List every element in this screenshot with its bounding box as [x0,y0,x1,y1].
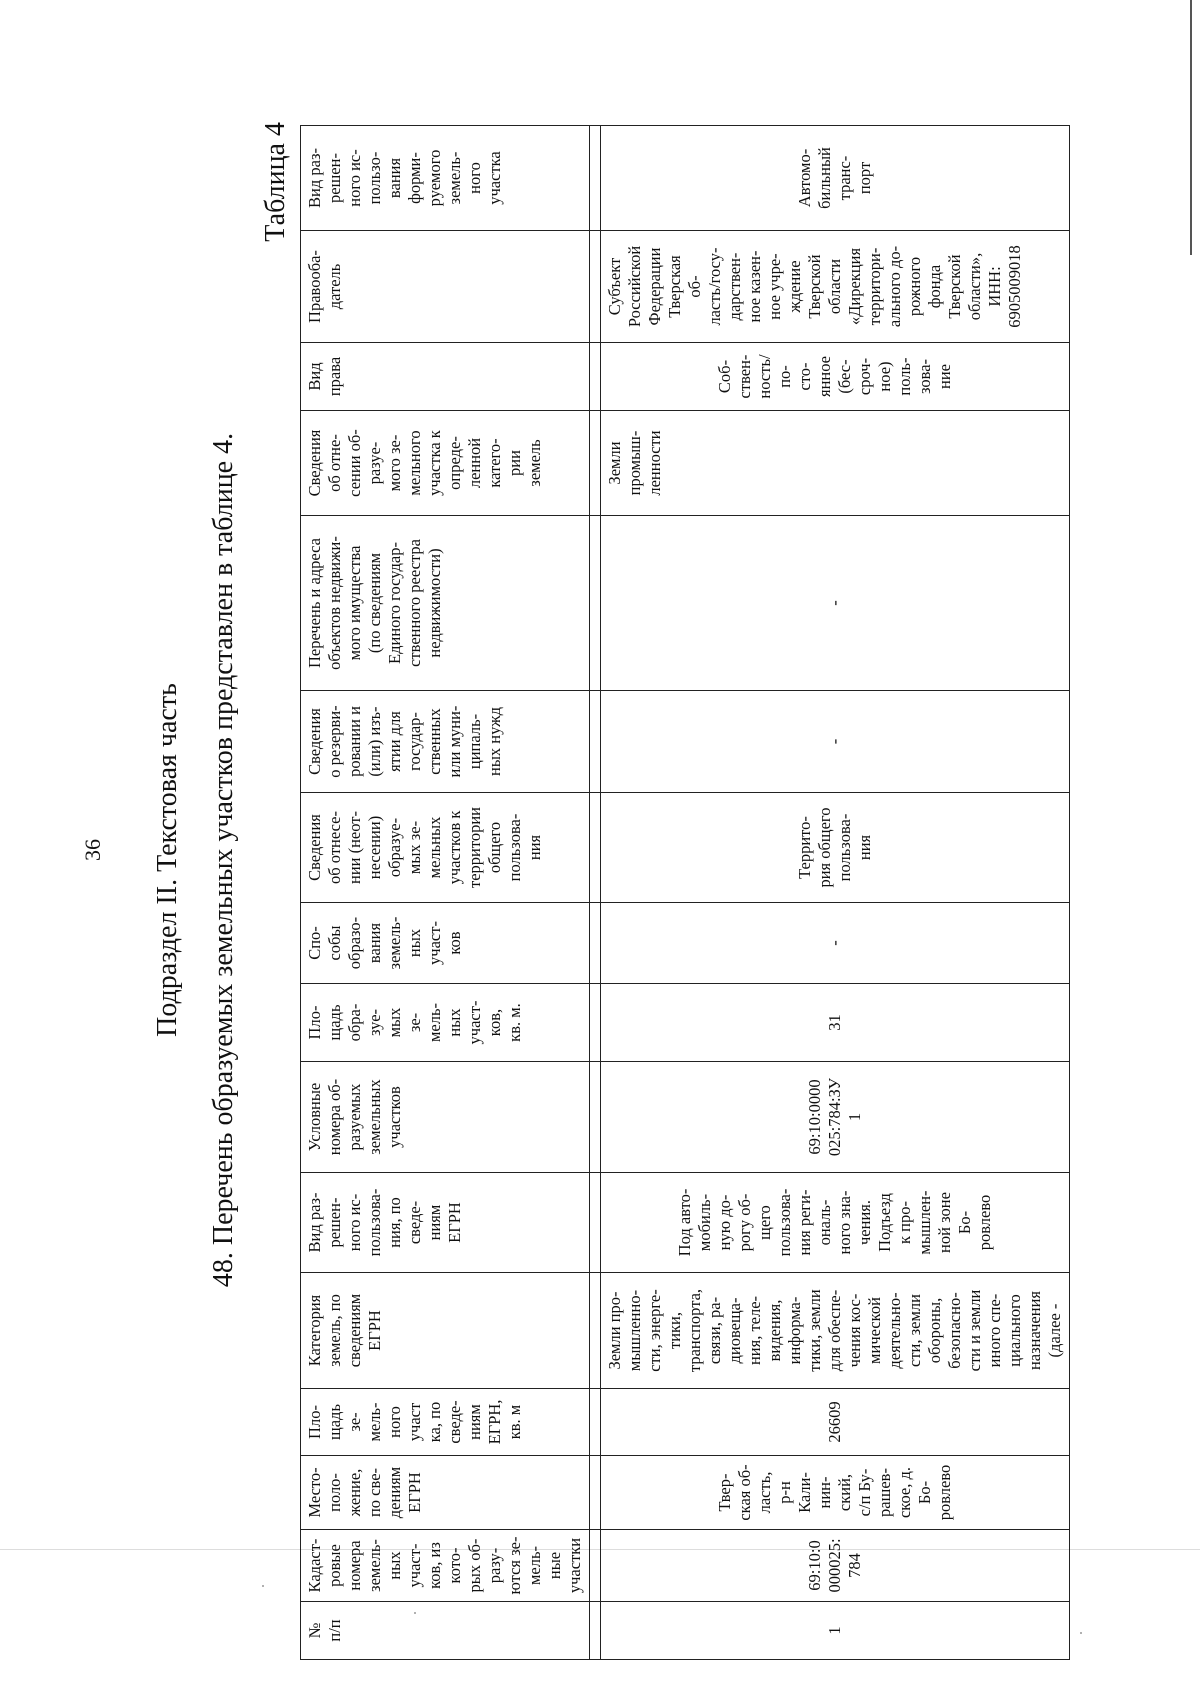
cell-right-type: Соб- ствен- ность/ по- сто- янное (бес- сроч- ное) поль- зова- ние [601,343,1070,411]
cell-real-estate-objects: - [601,516,1070,691]
page-number: 36 [80,839,105,861]
table-spacer-row [590,126,601,1660]
header-land-category: Категория земель, по сведениям ЕГРН [301,1273,590,1389]
table-header-row [301,126,590,1660]
header-conditional-numbers: Условные номера об- разуемых земельных участков [301,1062,590,1173]
header-number: № п/п [301,1602,590,1660]
cell-formation-methods: - [601,903,1070,984]
header-formed-permitted-use: Вид раз- решен- ного ис- пользо- вания форми- руемого земель- ного участка [301,126,590,231]
header-formed-area: Пло- щадь обра- зуе- мых зе- мель- ных участ- ков, кв. м. [301,984,590,1062]
cell-number: 1 [601,1602,1070,1660]
table-row [601,126,1070,1660]
cell-land-category: Земли про- мышленно- сти, энерге- тики, транспорта, связи, ра- диовеща- ния, теле- видения, информа- тики, земли для обеспе- чения кос- мической деятельно- сти, земли обороны, безопасно- сти и земли иного спе- циального назначения (далее - [601,1273,1070,1389]
header-source-area: Пло- щадь зе- мель- ного участ ка, по сведе- ниям ЕГРН, кв. м [301,1389,590,1456]
cell-right-holder: Субъект Российской Федерации Тверская об- ласть/госу- дарствен- ное казен- ное учре- ждение Тверской области «Дирекция территори- ального до- рожного фонда Тверской области», ИНН: 6905009018 [601,231,1070,343]
cell-formed-land-category: Земли промыш- ленности [601,411,1070,516]
subsection-title: Подраздел II. Текстовая часть [152,683,183,1037]
cell-source-area: 26609 [601,1389,1070,1456]
cell-location: Твер- ская об- ласть, р-н Кали- нин- ский, с/п Бу- рашев- ское, д. Бо- ровлево [601,1456,1070,1530]
cell-source-cadastral-number: 69:10:0 000025: 784 [601,1530,1070,1602]
header-location: Место- поло- жение, по све- дениям ЕГРН [301,1456,590,1530]
header-right-type: Вид права [301,343,590,411]
land-plots-table [300,125,1070,1660]
header-public-territory: Сведения об отнесе- нии (неот- несении) образуе- мых зе- мельных участков к территории общего пользова- ния [301,793,590,903]
scan-edge-line [1190,0,1192,255]
cell-conditional-number: 69:10:0000 025:784:ЗУ 1 [601,1062,1070,1173]
document-page [60,60,1064,1660]
cell-formed-area: 31 [601,984,1070,1062]
cell-permitted-use-egrn: Под авто- мобиль- ную до- рогу об- щего пользова- ния реги- ональ- ного зна- чения. Подъезд к про- мышлен- ной зоне Бо- ровлево [601,1173,1070,1273]
table-label: Таблица 4 [260,122,291,242]
header-reservation: Сведения о резерви- ровании и (или) изъ- ятии для государ- ственных или муни- ципаль- ных нужд [301,691,590,793]
header-real-estate-objects: Перечень и адреса объектов недвижи- мого имущества (по сведениям Единого государ- ственного реестра недвижимости) [301,516,590,691]
scan-speck [1080,1632,1082,1634]
header-right-holder: Правооба- датель [301,231,590,343]
header-source-cadastral-numbers: Кадаст- ровые номера земель- ных участ- ков, из кото- рых об- разу- ются зе- мель- ные участки [301,1530,590,1602]
cell-formed-permitted-use: Автомо- бильный транс- порт [601,126,1070,231]
cell-public-territory: Террито- рия общего пользова- ния [601,793,1070,903]
table-heading: 48. Перечень образуемых земельных участков представлен в таблице 4. [208,432,239,1288]
cell-reservation: - [601,691,1070,793]
header-formed-land-category: Сведения об отне- сении об- разуе- мого зе- мельного участка к опреде- ленной катего- рии земель [301,411,590,516]
header-formation-methods: Спо- собы образо- вания земель- ных участ- ков [301,903,590,984]
header-permitted-use-egrn: Вид раз- решен- ного ис- пользова- ния, по сведе- ниям ЕГРН [301,1173,590,1273]
